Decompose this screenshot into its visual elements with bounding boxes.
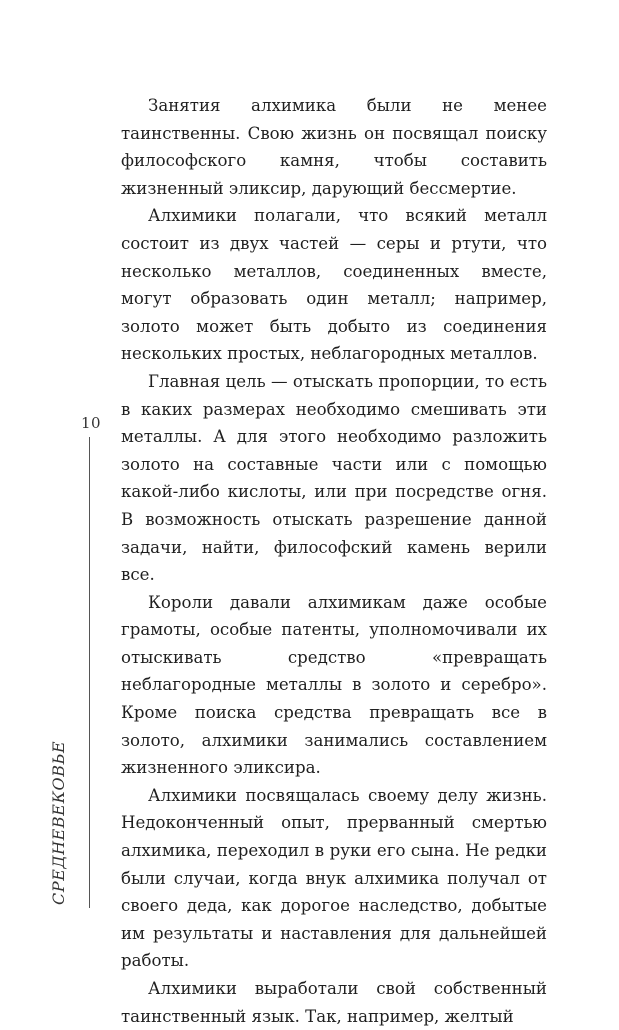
paragraph: Короли давали алхимикам даже особые грамоты, особые патенты, уполномочивали их отыскивать средство «превращать неблагородные металлы в золото и серебро». Кроме поиска средства превращать все в золото, алхимики занимались составлением жизненного эликсира. [121, 592, 547, 778]
paragraph: Главная цель — отыскать пропорции, то есть в каких размерах необходимо смешивать эти металлы. А для этого необходимо разложить золото на составные части или с помощью какой-либо кислоты, или при посредстве огня. В возможность отыскать разрешение данной задачи, найти, философский камень верили все. [121, 371, 547, 585]
page-number: 10 [80, 414, 102, 432]
paragraph: Алхимики полагали, что всякий металл состоит из двух частей — серы и ртути, что несколько металлов, соединенных вместе, могут образовать один металл; например, золото может быть добыто из соединения нескольких простых, неблагородных металлов. [121, 206, 547, 364]
margin-rule [89, 437, 90, 908]
body-text [121, 92, 547, 1030]
paragraph: Алхимики посвящалась своему делу жизнь. Недоконченный опыт, прерванный смертью алхимика, переходил в руки его сына. Не редки были случаи, когда внук алхимика получал от своего деда, как дорогое наследство, добытые им результаты и наставления для дальнейшей работы. [121, 785, 547, 971]
paragraph: Алхимики выработали свой собственный таинственный язык. Так, например, желтый [121, 979, 547, 1026]
section-label: СРЕДНЕВЕКОВЬЕ [49, 740, 68, 905]
paragraph: Занятия алхимика были не менее таинственны. Свою жизнь он посвящал поиску философского камня, чтобы составить жизненный эликсир, дарующий бессмертие. [121, 96, 547, 198]
